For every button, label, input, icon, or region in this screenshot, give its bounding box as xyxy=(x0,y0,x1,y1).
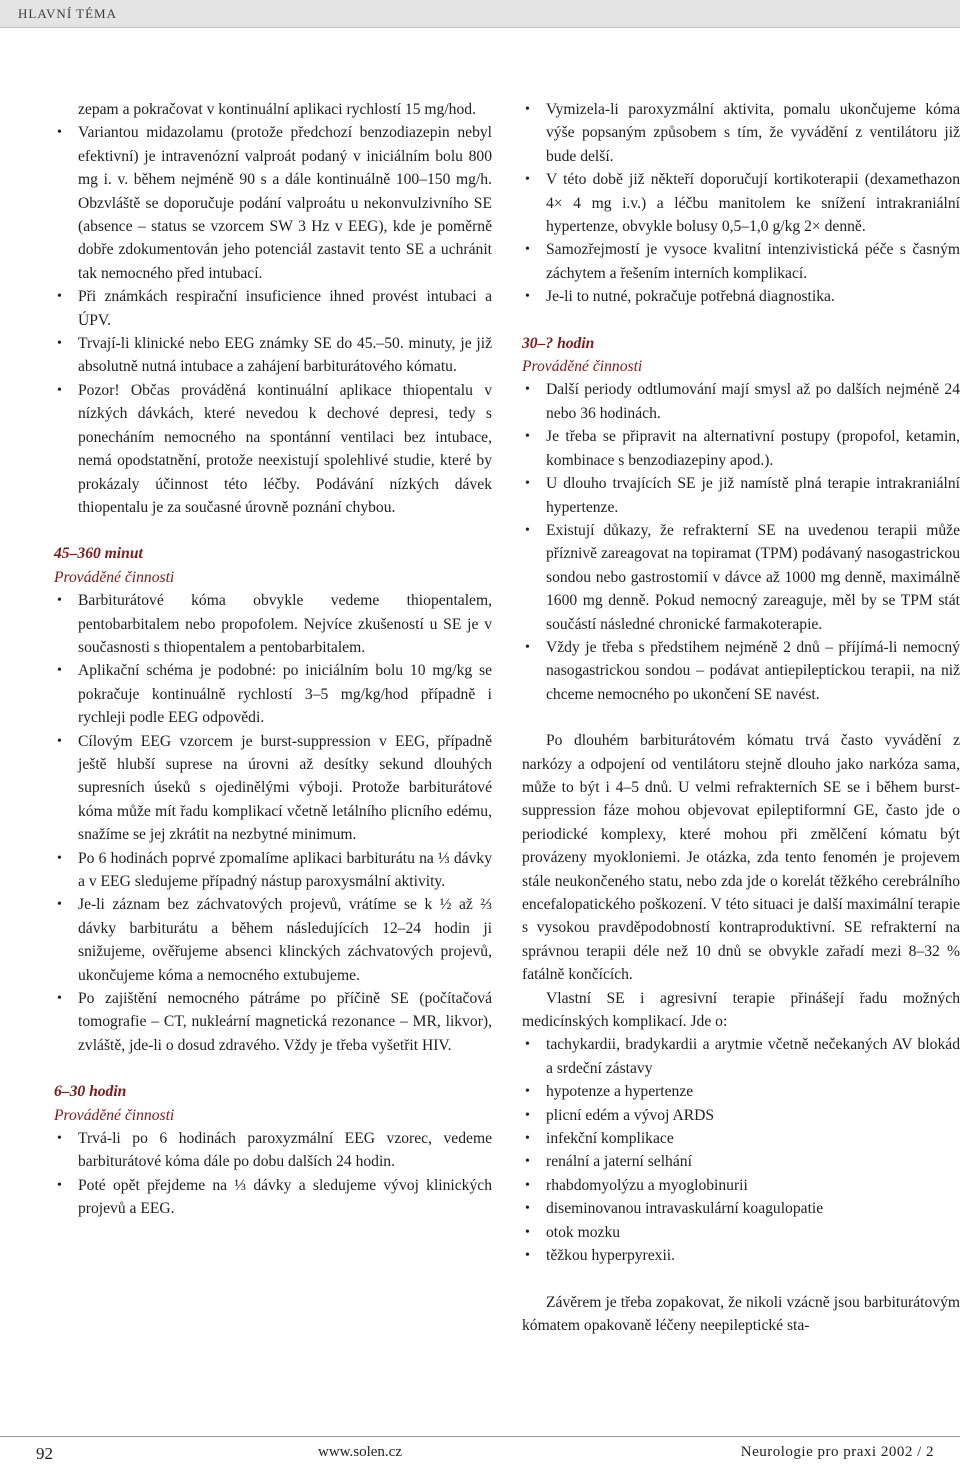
journal-name: Neurologie pro praxi 2002 / 2 xyxy=(740,1444,934,1460)
section-subheading: Prováděné činnosti xyxy=(522,358,643,376)
list-item: • Je-li záznam bez záchvatových projevů, vrátíme se k ½ až ⅔ dávky barbiturátu a během následujících 12–24 hodin ji snižujeme, ověřujeme absenci klinckých záchvatových projevů, ukončujeme kóma a nemocného extubujeme. xyxy=(54,893,492,987)
right-bullet-list-2 xyxy=(522,378,960,706)
list-item: • Existují důkazy, že refrakterní SE na uvedenou terapii může příznivě zareagovat na topiramat (TPM) podávaný nasogastrickou sondou nebo gastrostomií v dávce až 1000 mg denně, maximálně 1600 mg denně. Pokud nemocný zareaguje, měl by se TPM stát součástí následné chronické farmakoterapie. xyxy=(522,519,960,636)
list-item: • Trvají-li klinické nebo EEG známky SE do 45.–50. minuty, je již absolutně nutná intubace a zahájení barbiturátového kómatu. xyxy=(54,332,492,379)
list-item: • Variantou midazolamu (protože předchozí benzodiazepin nebyl efektivní) je intravenózní valproát podaný v iniciálním bolu 800 mg i. v. během nejméně 90 s a dále kontinuálně 100–150 mg/h. Obzvláště se doporučuje podání valproátu u nekonvulzivního SE (absence – status se vzorcem SW 3 Hz v EEG), kde je poměrně dobře zdokumentován jeho potenciál zastavit tento SE a uchránit tak nemocného před intubací. xyxy=(54,121,492,285)
footer-url: www.solen.cz xyxy=(318,1444,403,1460)
footer-divider xyxy=(0,1436,960,1437)
list-item: • Po zajištění nemocného pátráme po příčině SE (počítačová tomografie – CT, nukleární magnetická rezonance – MR, likvor), zvláště, jde-li o dosud zdravého. Vždy je třeba vyšetřit HIV. xyxy=(54,987,492,1057)
section-heading-30-plus: 30–? hodin xyxy=(522,334,595,352)
section-subheading: Prováděné činnosti xyxy=(54,1106,175,1124)
body-paragraph: Závěrem je třeba zopakovat, že nikoli vzácně jsou barbiturátovým kómatem opakovaně léčeny neepileptické sta- xyxy=(522,1293,960,1334)
list-item: • Cílovým EEG vzorcem je burst-suppression v EEG, případně ještě hlubší suprese na úrovni až desítky sekund dlouhých supresních úseků s ojedinělými výboji. Protože barbiturátové kóma může mít řadu komplikací včetně letálního plicního edému, snažíme se jej zkrátit na nezbytné minimum. xyxy=(54,730,492,847)
section-heading-6-30: 6–30 hodin xyxy=(54,1083,127,1101)
list-item: • plicní edém a vývoj ARDS xyxy=(522,1104,960,1127)
list-item: • Trvá-li po 6 hodinách paroxyzmální EEG vzorec, vedeme barbiturátové kóma dále po dobu dalších 24 hodin. xyxy=(54,1127,492,1174)
list-item: • Aplikační schéma je podobné: po iniciálním bolu 10 mg/kg se pokračuje kontinuálně rychlostí 3–5 mg/kg/hod případně i rychleji podle EEG odpovědi. xyxy=(54,659,492,729)
list-item: • Další periody odtlumování mají smysl až po dalších nejméně 24 nebo 36 hodinách. xyxy=(522,378,960,425)
list-item: • Vždy je třeba s předstihem nejméně 2 dnů – příjímá-li nemocný nasogastrickou sondou – podávat antiepileptickou terapii, na niž chceme nemocného po ukončení SE navést. xyxy=(522,636,960,706)
list-item: • Je třeba se připravit na alternativní postupy (propofol, ketamin, kombinace s benzodiazepiny apod.). xyxy=(522,425,960,472)
list-item: • Samozřejmostí je vysoce kvalitní intenzivistická péče s časným záchytem a řešením interních komplikací. xyxy=(522,238,960,285)
list-item: • hypotenze a hypertenze xyxy=(522,1080,960,1103)
list-item: • Barbiturátové kóma obvykle vedeme thiopentalem, pentobarbitalem nebo propofolem. Nejvíce zkušeností u SE je v současnosti s thiopentalem a pentobarbitalem. xyxy=(54,589,492,659)
right-column xyxy=(522,98,960,1337)
header-bar xyxy=(0,0,960,28)
complications-list xyxy=(522,1033,960,1267)
list-item: • Při známkách respirační insuficience ihned provést intubaci a ÚPV. xyxy=(54,285,492,332)
section-heading-45-360: 45–360 minut xyxy=(54,545,143,563)
list-item: • infekční komplikace xyxy=(522,1127,960,1150)
list-item: • otok mozku xyxy=(522,1221,960,1244)
left-bullet-list-1 xyxy=(54,121,492,519)
list-item: • renální a jaterní selhání xyxy=(522,1150,960,1173)
list-item: • rhabdomyolýzu a myoglobinurii xyxy=(522,1174,960,1197)
list-item: • Vymizela-li paroxyzmální aktivita, pomalu ukončujeme kóma výše popsaným způsobem s tím, že vyvádění z ventilátoru již bude delší. xyxy=(522,98,960,168)
left-bullet-list-3 xyxy=(54,1127,492,1221)
list-item: • diseminovanou intravaskulární koagulopatie xyxy=(522,1197,960,1220)
body-paragraph: Po dlouhém barbiturátovém kómatu trvá často vyvádění z narkózy a odpojení od ventilátoru stejně dlouho jako narkóza sama, může to být i 4–5 dnů. U velmi refrakterních SE se i během burst-suppression fáze mohou objevovat epileptiformní GE, často jde o periodické komplexy, které mohou při změlčení kómatu být provázeny myokloniemi. Je otázka, zda tento fenomén je projevem stále neukončeného statu, nebo zda jde o korelát těžkého cerebrálního encefalopatického poškození. V této situaci je další maximální terapie s vysokou pravděpodobností kontraproduktivní. SE refrakterní na správnou terapii déle než 10 dnů se obvykle zařadí mezi 8–32 % fatálně končících. xyxy=(522,732,960,984)
list-item: • Je-li to nutné, pokračuje potřebná diagnostika. xyxy=(522,285,960,308)
body-paragraph: Vlastní SE i agresivní terapie přinášejí řadu možných medicínských komplikací. Jde o: xyxy=(522,989,960,1031)
page-number: 92 xyxy=(36,1444,53,1463)
list-item: • tachykardii, bradykardii a arytmie včetně nečekaných AV blokád a srdeční zástavy xyxy=(522,1033,960,1080)
left-column xyxy=(54,98,492,1221)
right-bullet-list-1 xyxy=(522,98,960,309)
list-item: • Pozor! Občas prováděná kontinuální aplikace thiopentalu v nízkých dávkách, které nevedou k dechové depresi, tedy s ponecháním nemocného na spontánní ventilaci bez intubace, nemá opodstatnění, protože neexistují spolehlivé studie, které by prokázaly účinnost této léčby. Podávání nízkých dávek thiopentalu je za současné úrovně poznání chybou. xyxy=(54,379,492,519)
list-item: • U dlouho trvajících SE je již namístě plná terapie intrakraniální hypertenze. xyxy=(522,472,960,519)
list-item: • Po 6 hodinách poprvé zpomalíme aplikaci barbiturátu na ⅓ dávky a v EEG sledujeme případný nástup paroxysmální aktivity. xyxy=(54,847,492,894)
list-item: • V této době již někteří doporučují kortikoterapii (dexamethazon 4× 4 mg i.v.) a léčbu manitolem ke snížení intrakraniální hypertenze, obvykle bolusy 0,5–1,0 g/kg 2× denně. xyxy=(522,168,960,238)
section-subheading: Prováděné činnosti xyxy=(54,568,175,586)
list-item: • těžkou hyperpyrexii. xyxy=(522,1244,960,1267)
list-item: • Poté opět přejdeme na ⅓ dávky a sledujeme vývoj klinických projevů a EEG. xyxy=(54,1174,492,1221)
left-bullet-list-2 xyxy=(54,589,492,1057)
continued-text: zepam a pokračovat v kontinuální aplikaci rychlostí 15 mg/hod. xyxy=(78,101,476,118)
section-header-title: HLAVNÍ TÉMA xyxy=(18,6,117,21)
